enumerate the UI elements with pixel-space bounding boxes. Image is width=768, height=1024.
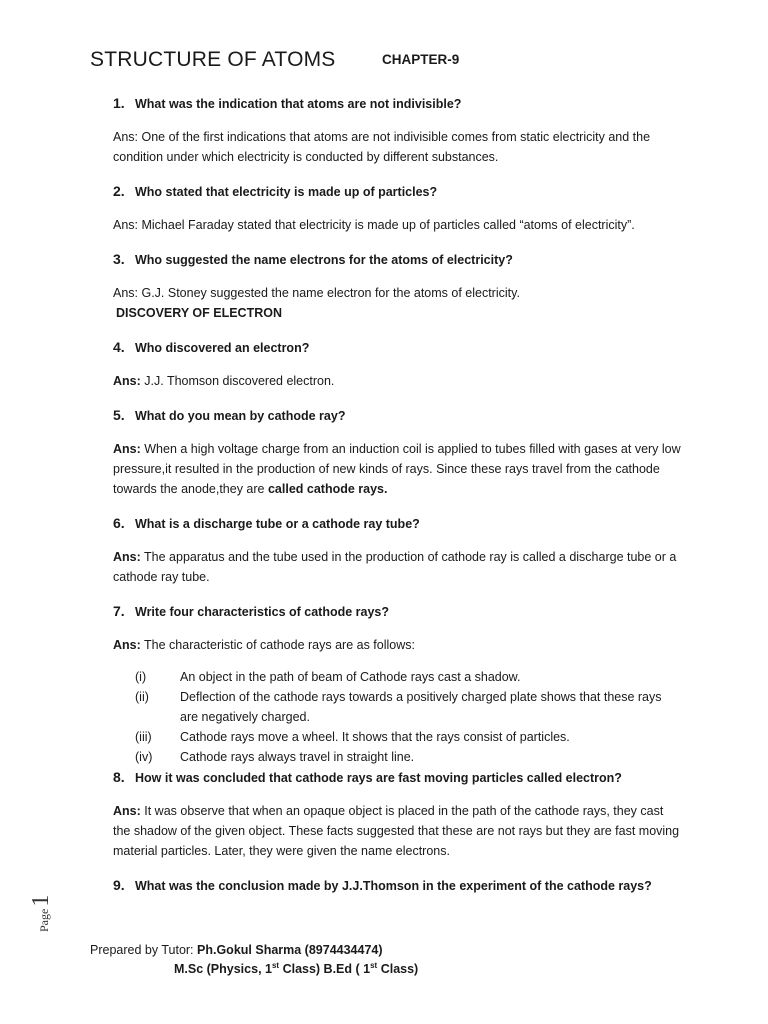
question-number: 8. xyxy=(113,769,125,785)
tutor-name: Ph.Gokul Sharma (8974434474) xyxy=(197,943,383,957)
page-number: 1 xyxy=(28,894,54,907)
question-text: What do you mean by cathode ray? xyxy=(135,409,346,423)
answer-text: The apparatus and the tube used in the production of cathode ray is called a discharge tube or a cathode ray tube. xyxy=(113,550,677,584)
footer xyxy=(90,941,418,979)
msc-superscript: st xyxy=(271,960,280,970)
list-item xyxy=(135,747,683,767)
page-label: Page xyxy=(37,908,51,932)
question-text: How it was concluded that cathode rays are fast moving particles called electron? xyxy=(135,771,622,785)
list-item-text: Deflection of the cathode rays towards a positively charged plate shows that these rays are negatively charged. xyxy=(180,690,662,724)
footer-prefix: Prepared by Tutor: xyxy=(90,943,198,957)
answer-label: Ans: xyxy=(113,638,141,652)
answer-8 xyxy=(113,801,683,861)
list-item-number: (ii) xyxy=(135,690,149,704)
answer-4 xyxy=(113,371,683,391)
question-text: Write four characteristics of cathode rays? xyxy=(135,605,390,619)
answer-label: Ans: xyxy=(113,804,141,818)
answer-5 xyxy=(113,439,683,499)
question-8 xyxy=(113,767,683,788)
question-number: 5. xyxy=(113,407,125,423)
footer-line-2 xyxy=(174,960,418,979)
list-item xyxy=(135,667,683,687)
answer-6 xyxy=(113,547,683,587)
chapter-label: CHAPTER-9 xyxy=(381,52,460,67)
question-9 xyxy=(113,875,683,896)
question-number: 6. xyxy=(113,515,125,531)
question-text: What is a discharge tube or a cathode ray tube? xyxy=(135,517,420,531)
list-item xyxy=(135,687,683,727)
question-number: 9. xyxy=(113,877,125,893)
answer-3: Ans: G.J. Stoney suggested the name electron for the atoms of electricity. xyxy=(113,286,520,300)
question-6 xyxy=(113,513,683,534)
list-item xyxy=(135,727,683,747)
question-number: 1. xyxy=(113,95,125,111)
answer-text: It was observe that when an opaque object is placed in the path of the cathode rays, they cast the shadow of the given object. These facts suggested that these are not rays but they are fast moving material particles. Later, they were given the name electrons. xyxy=(113,804,680,858)
question-2 xyxy=(113,181,683,202)
answer-label: Ans: xyxy=(113,442,141,456)
section-heading: DISCOVERY OF ELECTRON xyxy=(116,306,282,320)
question-7 xyxy=(113,601,683,622)
list-item-text: An object in the path of beam of Cathode rays cast a shadow. xyxy=(180,670,521,684)
bed-text: Class) B.Ed ( 1 xyxy=(279,962,371,976)
answer-bold-text: called cathode rays. xyxy=(267,482,388,496)
list-item-number: (iii) xyxy=(135,730,152,744)
list-item-text: Cathode rays move a wheel. It shows that the rays consist of particles. xyxy=(180,730,570,744)
answer-2: Ans: Michael Faraday stated that electricity is made up of particles called “atoms of electricity”. xyxy=(113,218,635,232)
footer-line-1 xyxy=(90,941,418,960)
document-title: STRUCTURE OF ATOMS xyxy=(90,48,336,71)
question-number: 2. xyxy=(113,183,125,199)
answer-label: Ans: xyxy=(113,374,141,388)
question-number: 3. xyxy=(113,251,125,267)
answer-text: The characteristic of cathode rays are as follows: xyxy=(140,638,415,652)
answer-1: Ans: One of the first indications that atoms are not indivisible comes from static electricity and the condition under which electricity is conducted by different substances. xyxy=(113,130,651,164)
list-item-text: Cathode rays always travel in straight line. xyxy=(180,750,415,764)
question-text: Who discovered an electron? xyxy=(135,341,310,355)
question-5 xyxy=(113,405,683,426)
page-number-margin xyxy=(28,895,55,932)
msc-text: M.Sc (Physics, 1 xyxy=(174,962,272,976)
question-1 xyxy=(113,93,683,114)
qa-content xyxy=(113,93,683,896)
question-number: 7. xyxy=(113,603,125,619)
question-text: What was the indication that atoms are not indivisible? xyxy=(135,97,462,111)
bed-superscript: st xyxy=(370,960,378,970)
question-3 xyxy=(113,249,683,270)
list-item-number: (i) xyxy=(135,670,147,684)
answer-text: When a high voltage charge from an induction coil is applied to tubes filled with gases at very low pressure,it resulted in the production of new kinds of rays. Since these rays travel from the cathode towards the anode,they are xyxy=(113,442,681,496)
title-row xyxy=(90,48,459,72)
answer-text: J.J. Thomson discovered electron. xyxy=(140,374,335,388)
characteristics-list xyxy=(113,667,683,767)
question-text: Who stated that electricity is made up of particles? xyxy=(135,185,438,199)
question-text: What was the conclusion made by J.J.Thomson in the experiment of the cathode rays? xyxy=(135,879,652,893)
question-4 xyxy=(113,337,683,358)
list-item-number: (iv) xyxy=(135,750,153,764)
question-text: Who suggested the name electrons for the atoms of electricity? xyxy=(135,253,513,267)
bed-text-end: Class) xyxy=(377,962,419,976)
answer-label: Ans: xyxy=(113,550,141,564)
question-number: 4. xyxy=(113,339,125,355)
answer-7 xyxy=(113,635,683,655)
